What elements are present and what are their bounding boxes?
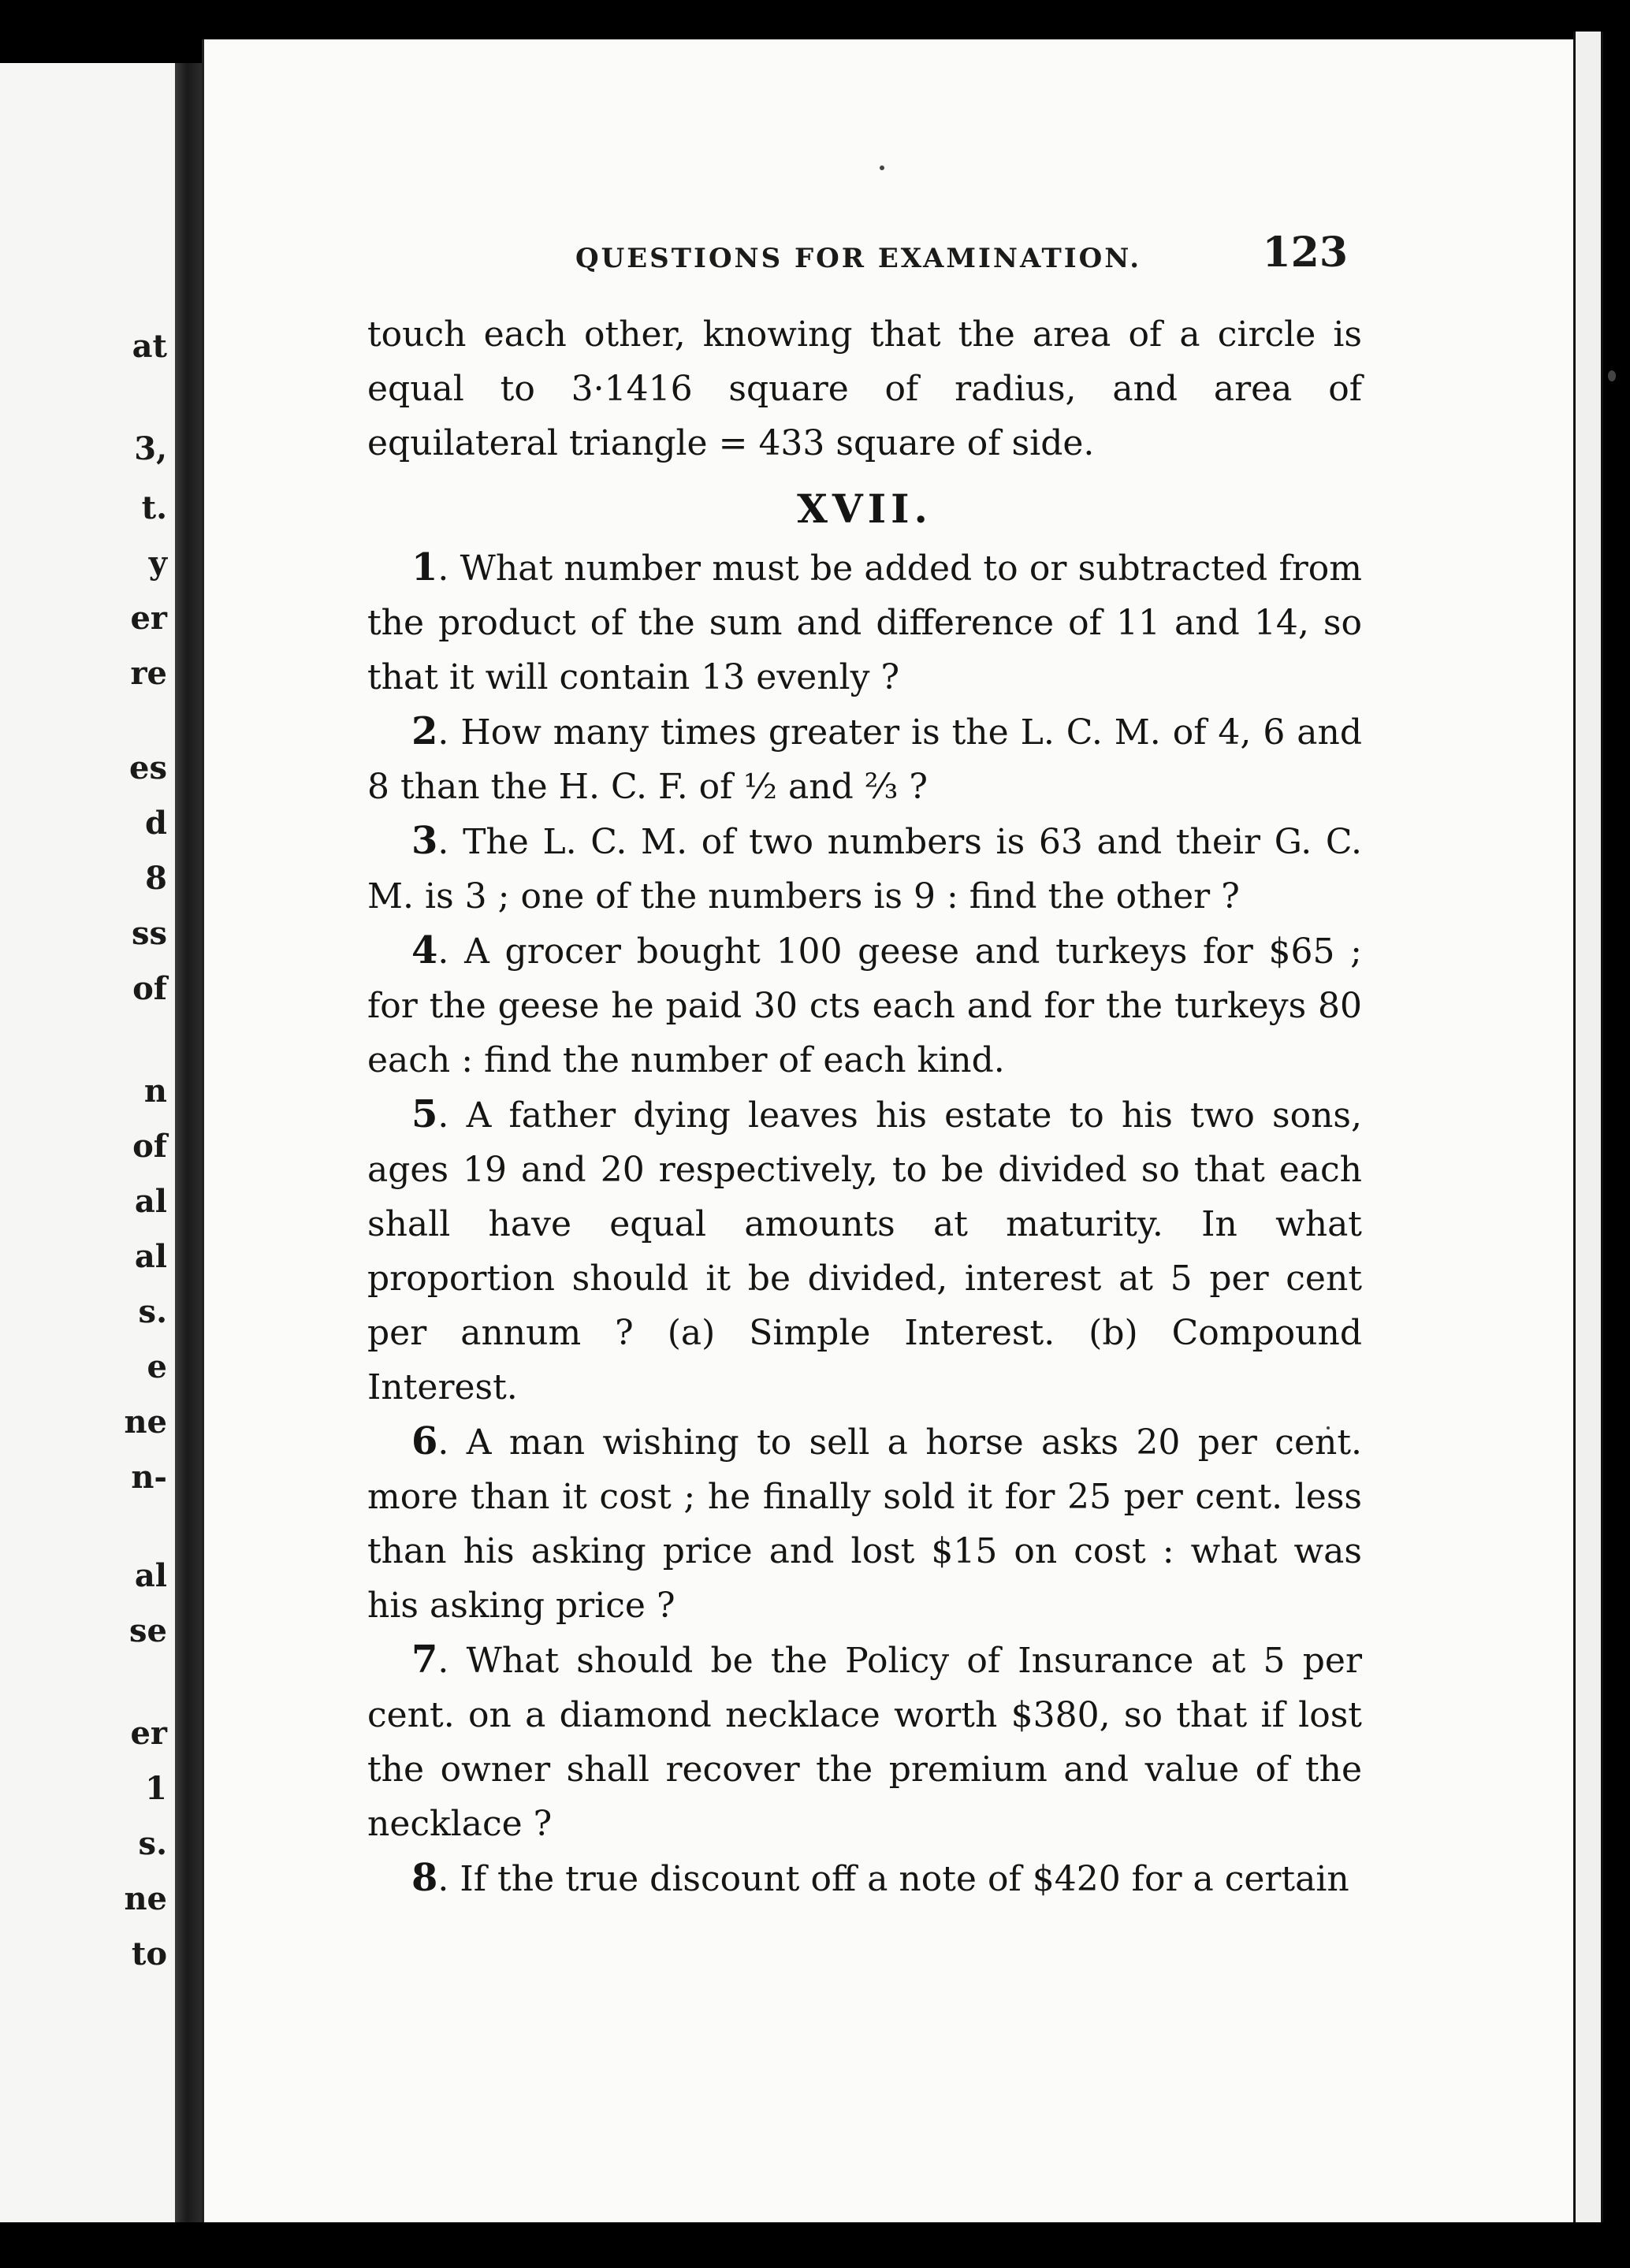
fragment: er [130, 1715, 167, 1752]
question-number: 2 [411, 709, 438, 753]
fragment: to [131, 1935, 167, 1972]
question-number: 1 [411, 545, 438, 589]
question-text: A man wishing to sell a horse asks 20 per cent. more than it cost ; he finally sold it for 25 per cent. less than his asking price and lost $15 on cost : what was his asking price ? [367, 1422, 1362, 1626]
fragment: d [145, 805, 167, 842]
question-item [367, 814, 1362, 924]
page-edge [1573, 32, 1603, 2222]
question-number-period: . [437, 931, 465, 972]
question-number: 8 [411, 1856, 438, 1900]
question-text: The L. C. M. of two numbers is 63 and their G. C. M. is 3 ; one of the numbers is 9 : find the other ? [367, 822, 1363, 916]
question-number: 4 [411, 928, 438, 972]
fragment: 1 [145, 1770, 167, 1807]
question-item [367, 924, 1362, 1088]
fragment: s. [138, 1293, 167, 1330]
question-text: If the true discount off a note of $420 for a certain [460, 1859, 1349, 1899]
question-number-period: . [437, 712, 461, 753]
fragment: ne [124, 1404, 167, 1441]
question-number: 5 [411, 1092, 438, 1136]
question-number-period: . [437, 548, 460, 589]
question-text: What should be the Policy of Insurance at 5 per cent. on a diamond necklace worth $380, so that if lost the owner shall recover the premium and value of the necklace ? [367, 1641, 1362, 1844]
fragment: y [148, 545, 167, 582]
question-number-period: . [437, 1859, 460, 1899]
question-text: A father dying leaves his estate to his two sons, ages 19 and 20 respectively, to be divided so that each shall have equal amounts at maturity. In what proportion should it be divided, interest at 5 per cent per annum ? (a) Simple Interest. (b) Compound Interest. [367, 1095, 1362, 1407]
fragment: se [129, 1612, 167, 1649]
fragment: n- [131, 1459, 167, 1496]
facing-page-edge [0, 63, 175, 2222]
section-title: XVII. [797, 485, 932, 532]
fragment: 8 [145, 860, 167, 897]
fragment: re [130, 655, 167, 692]
question-number: 7 [411, 1638, 438, 1682]
fragment: t. [141, 489, 167, 526]
question-item [367, 705, 1362, 814]
scan-speck [1608, 370, 1616, 381]
question-number: 3 [411, 819, 438, 863]
fragment: of [132, 970, 167, 1007]
question-item [367, 541, 1362, 705]
scan-speck [880, 165, 884, 170]
question-number-period: . [437, 1422, 467, 1463]
fragment: ss [131, 915, 167, 952]
question-number-period: . [437, 1095, 467, 1136]
fragment: al [134, 1557, 167, 1594]
book-gutter [175, 63, 202, 2222]
intro-paragraph: touch each other, knowing that the area of a circle is equal to 3·1416 square of radius, and area of equilateral triangle = 433 square of side. [367, 314, 1362, 463]
fragment: e [147, 1348, 167, 1385]
fragment: of [132, 1128, 167, 1165]
fragment: s. [138, 1825, 167, 1862]
fragment: n [143, 1073, 167, 1110]
fragment: al [134, 1238, 167, 1275]
facing-page-fragments [0, 63, 175, 2222]
question-item [367, 1088, 1362, 1415]
question-text: What number must be added to or subtracted from the product of the sum and difference of 11 and 14, so that it will contain 13 evenly ? [367, 548, 1362, 697]
running-head: QUESTIONS FOR EXAMINATION. [575, 243, 1142, 274]
question-text: A grocer bought 100 geese and turkeys for $65 ; for the geese he paid 30 cts each and for the turkeys 80 each : find the number of each kind. [367, 931, 1362, 1080]
question-item [367, 1851, 1362, 1906]
question-number-period: . [437, 822, 463, 862]
fragment: er [130, 600, 167, 637]
fragment: at [132, 328, 167, 365]
question-text: How many times greater is the L. C. M. of 4, 6 and 8 than the H. C. F. of ½ and ⅔ ? [367, 712, 1362, 807]
fragment: 3, [134, 430, 167, 467]
fragment: al [134, 1183, 167, 1220]
fragment: es [129, 749, 167, 786]
page-header [378, 229, 1348, 284]
question-item [367, 1633, 1362, 1851]
page-number: 123 [1262, 229, 1348, 277]
fragment: ne [124, 1880, 167, 1917]
page-body [367, 307, 1362, 1906]
question-item [367, 1415, 1362, 1633]
question-number-period: . [437, 1641, 467, 1681]
question-number: 6 [411, 1419, 438, 1463]
